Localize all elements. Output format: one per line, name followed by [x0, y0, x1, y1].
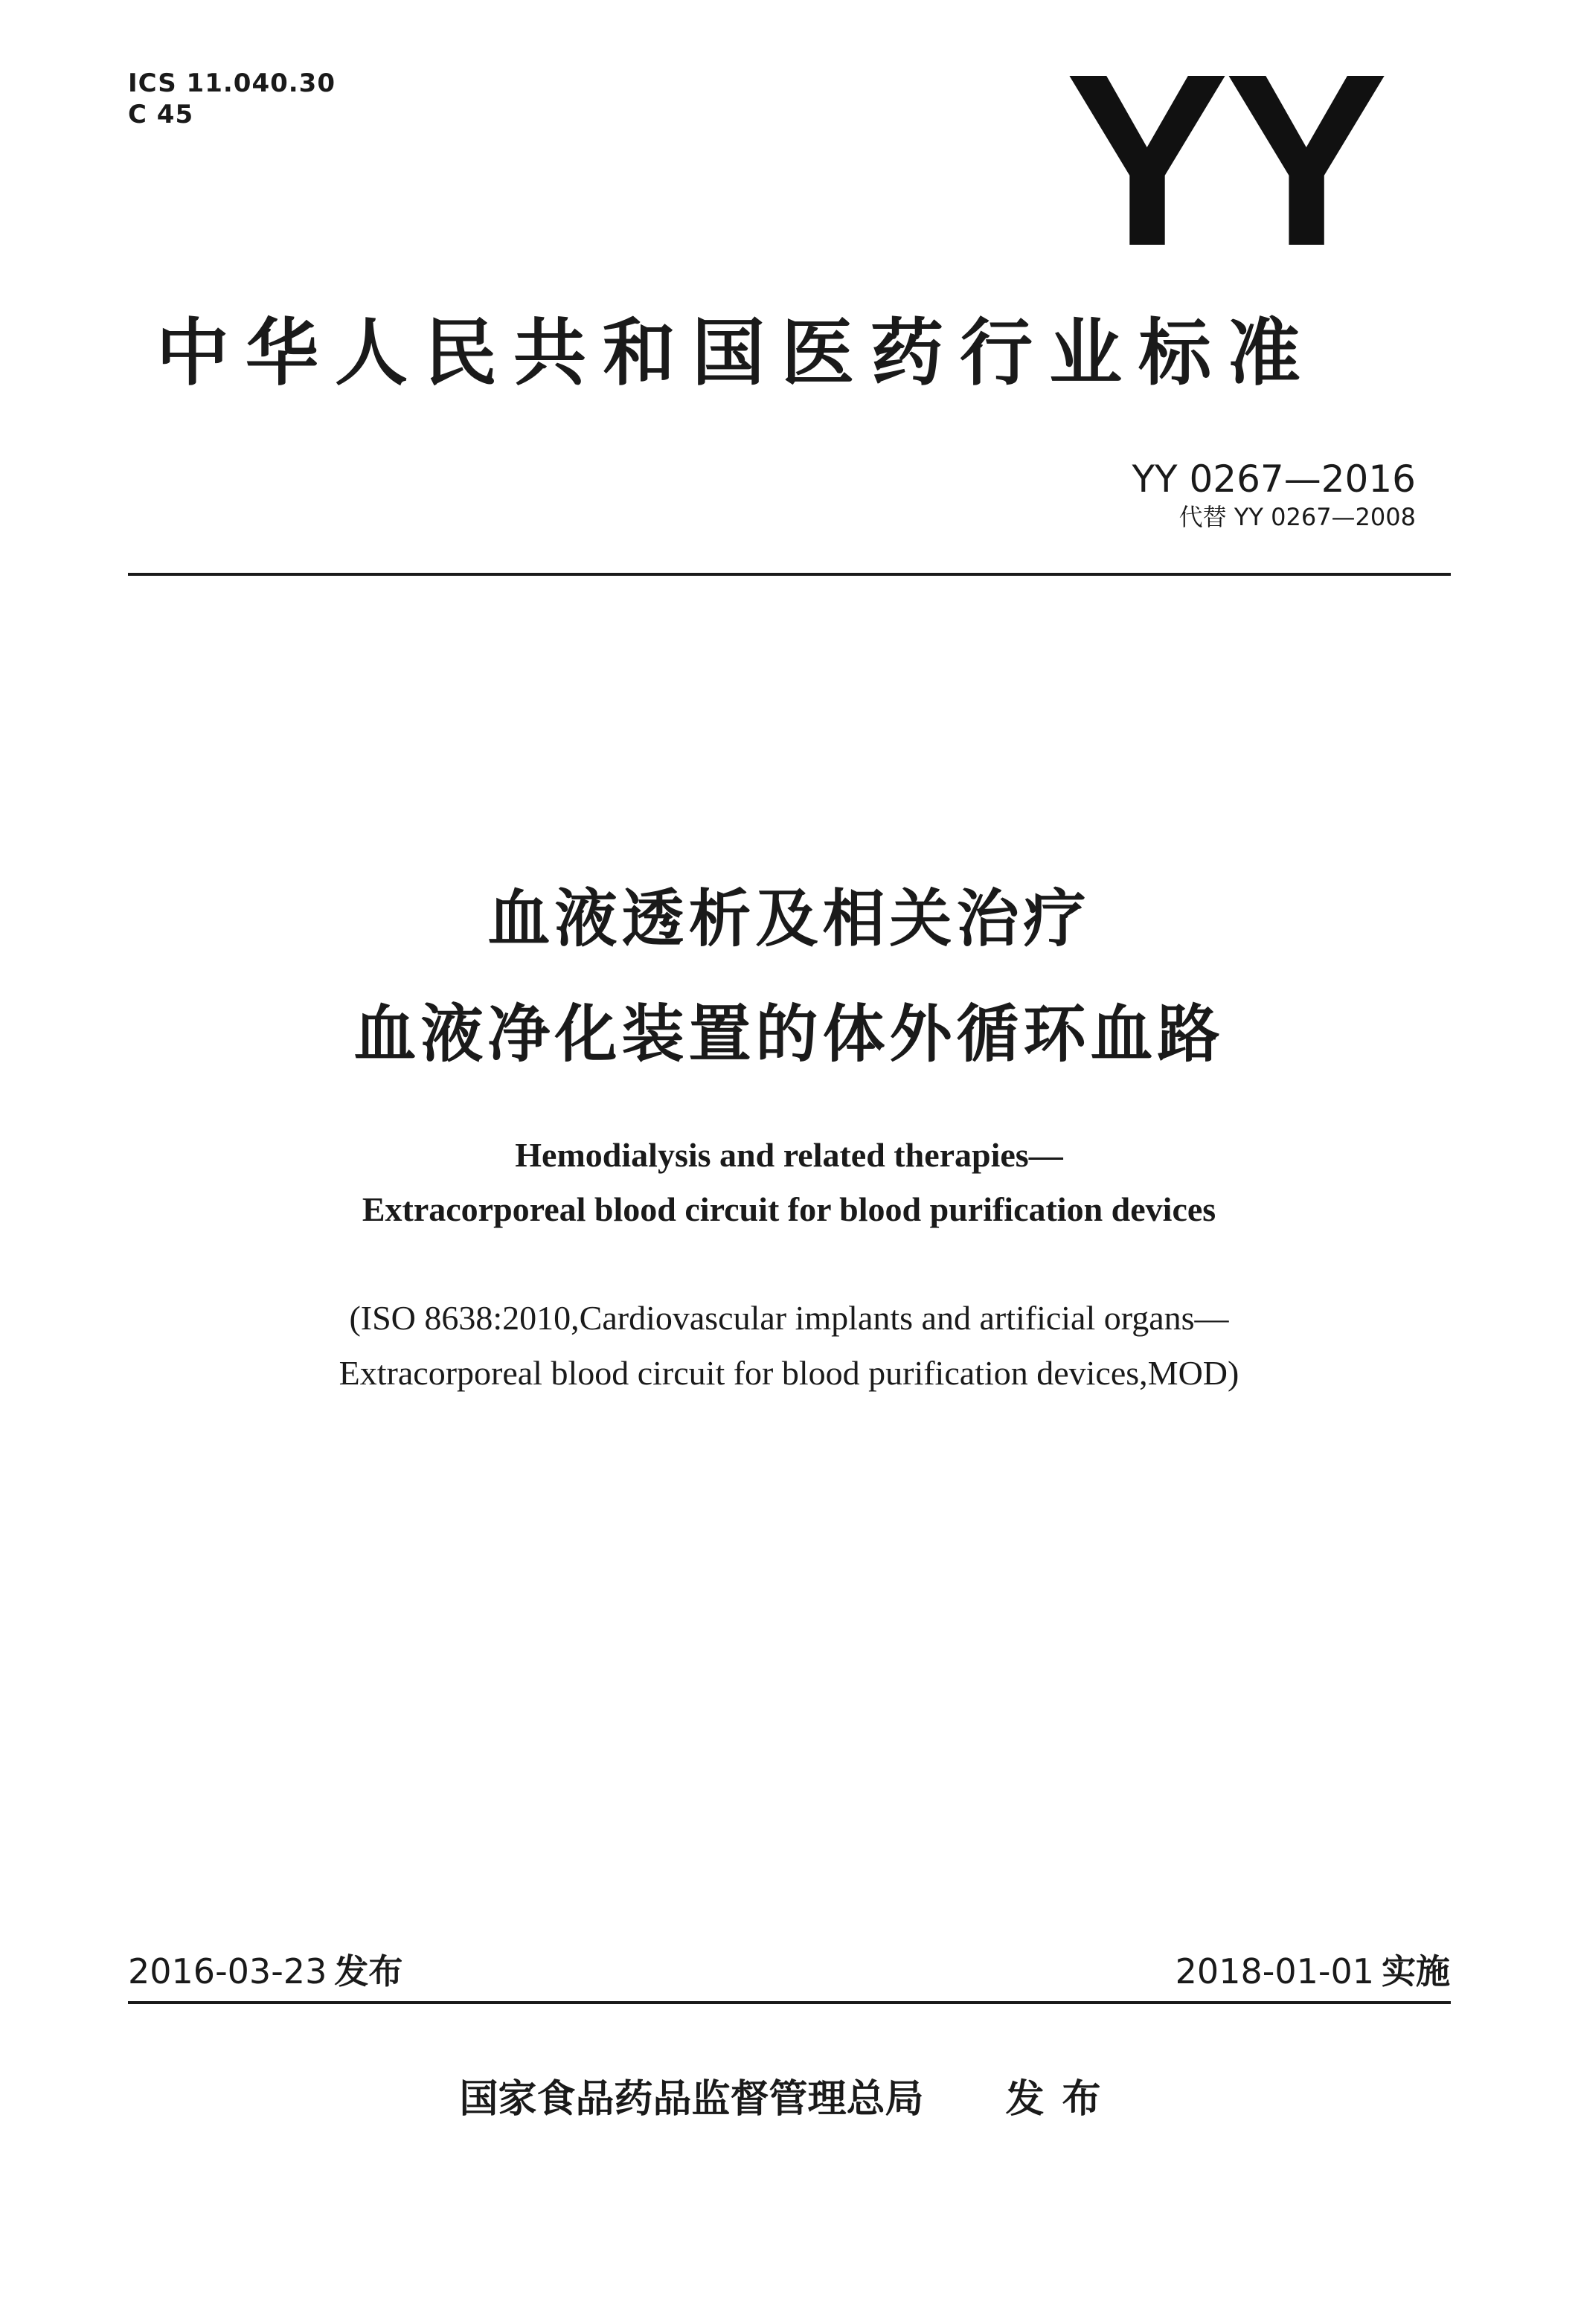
iso-reference-line2: Extracorporeal blood circuit for blood purification devices,MOD)	[339, 1354, 1239, 1392]
title-cn-line2: 血液净化装置的体外循环血路	[353, 998, 1225, 1070]
iso-reference-line1: (ISO 8638:2010,Cardiovascular implants and artificial organs—	[349, 1299, 1229, 1337]
implement-date-block	[1176, 1951, 1450, 1992]
ics-code: ICS 11.040.30	[128, 68, 336, 98]
standard-name: 中华人民共和国医药行业标准	[156, 311, 1318, 396]
implement-label: 实施	[1382, 1951, 1450, 1991]
yy-logo: YY	[1065, 22, 1384, 297]
title-en-line1: Hemodialysis and related therapies—	[515, 1136, 1063, 1174]
publisher-name: 国家食品药品监督管理总局	[459, 2077, 924, 2122]
title-cn-line1: 血液透析及相关治疗	[487, 882, 1091, 955]
issue-date-block	[128, 1951, 402, 1992]
issue-date: 2016-03-23	[128, 1951, 327, 1991]
publisher-label: 发布	[1005, 2077, 1119, 2122]
bottom-divider	[128, 2001, 1451, 2004]
publisher-block	[0, 2076, 1578, 2123]
replaces-standard: 代替 YY 0267—2008	[1178, 503, 1416, 531]
standard-number: YY 0267—2016	[1132, 458, 1416, 501]
top-divider	[128, 573, 1451, 576]
title-en-line2: Extracorporeal blood circuit for blood purification devices	[362, 1190, 1216, 1228]
ccs-code: C 45	[128, 100, 194, 129]
issue-label: 发布	[334, 1951, 403, 1991]
implement-date: 2018-01-01	[1175, 1951, 1374, 1991]
